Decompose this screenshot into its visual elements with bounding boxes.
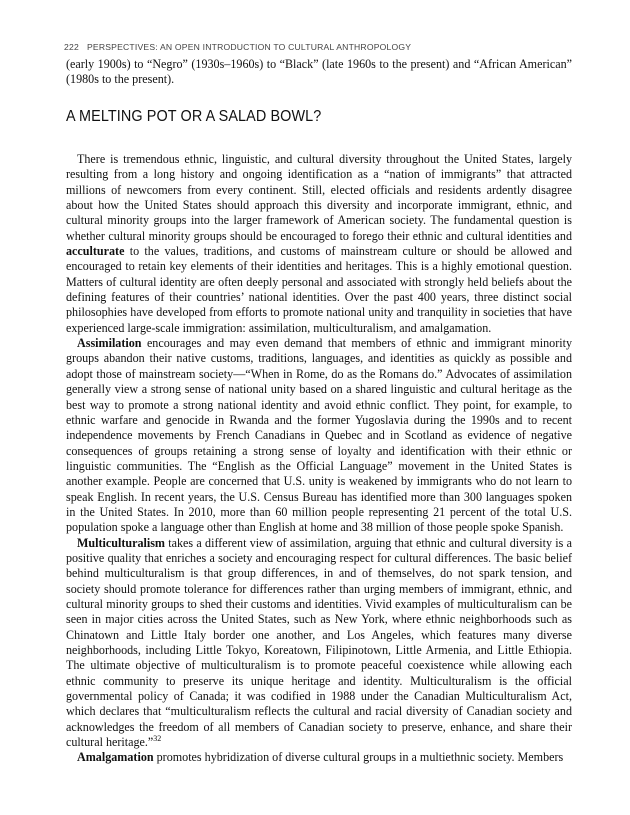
paragraph-multiculturalism: Multiculturalism takes a different view of assimilation, arguing that ethnic and cultural diversity is a positive quality that enriches a society and encouraging respect for cultural differences. The basic belief behind multiculturalism is that group differences, in and of themselves, do not spark tension, and society should promote tolerance for differences rather than urging members of immigrant, ethnic, and cultural minority groups to shed their customs and identities. Vivid examples of multiculturalism can be seen in major cities across the United States, such as New York, where ethnic neighborhoods such as Chinatown and Little Italy border one another, and Los Angeles, which features many diverse neighborhoods, including Little Tokyo, Koreatown, Filipinotown, Little Armenia, and Little Ethiopia. The ultimate objective of multiculturalism is to promote peaceful coexistence while allowing each ethnic community to preserve its unique heritage and identity. Multiculturalism is the official governmental policy of Canada; it was codified in 1988 under the Canadian Multiculturalism Act, which declares that “multiculturalism reflects the cultural and racial diversity of Canadian society and acknowledges the freedom of all members of Canadian society to preserve, enhance, and share their cultural heritage.”$^{32}$	[66, 535, 572, 750]
page-number: 222	[64, 42, 79, 52]
term-acculturate: acculturate	[66, 244, 125, 259]
footnote-ref[interactable]: 32	[153, 734, 162, 744]
section-body	[66, 152, 572, 766]
term-multiculturalism: Multiculturalism	[77, 535, 166, 550]
term-assimilation: Assimilation	[77, 336, 142, 351]
continuation-paragraph: (early 1900s) to “Negro” (1930s–1960s) to “Black” (late 1960s to the present) and “African American” (1980s to the present).	[66, 57, 572, 87]
paragraph-assimilation: Assimilation encourages and may even demand that members of ethnic and immigrant minority groups abandon their native customs, traditions, languages, and identities as quickly as possible and adopt those of mainstream society—“When in Rome, do as the Romans do.” Advocates of assimilation generally view a strong sense of national unity based on a shared linguistic and cultural heritage as the best way to promote a strong national identity and avoid ethnic conflict. They point, for example, to ethnic warfare and genocide in Rwanda and the former Yugoslavia during the 1990s and to recent independence movements by French Canadians in Quebec and in Scotland as evidence of negative consequences of groups retaining a strong sense of loyalty and identification with their ethnic or linguistic communities. The “English as the Official Language” movement in the United States is another example. People are concerned that U.S. unity is weakened by immigrants who do not learn to speak English. In recent years, the U.S. Census Bureau has identified more than 300 languages spoken in the United States. In 2010, more than 60 million people representing 21 percent of the total U.S. population spoke a language other than English at home and 38 million of those people spoke Spanish.	[66, 336, 572, 535]
term-amalgamation: Amalgamation	[77, 750, 154, 765]
section-heading: A MELTING POT OR A SALAD BOWL?	[66, 108, 322, 125]
book-title: PERSPECTIVES: AN OPEN INTRODUCTION TO CULTURAL ANTHROPOLOGY	[86, 42, 412, 52]
paragraph-amalgamation: Amalgamation promotes hybridization of diverse cultural groups in a multiethnic society. Members	[77, 750, 564, 765]
paragraph-intro: There is tremendous ethnic, linguistic, and cultural diversity throughout the United States, largely resulting from a long history and ongoing identification as a “nation of immigrants” that attracted millions of newcomers from every continent. Still, elected officials and residents ardently disagree about how the United States should approach this diversity and incorporate immigrant, ethnic, and cultural minority groups into the larger framework of American society. The fundamental question is whether cultural minority groups should be encouraged to forego their ethnic and cultural identities and acculturate to the values, traditions, and customs of mainstream culture or should be allowed and encouraged to retain key elements of their identities and heritages. This is a highly emotional question. Matters of cultural identity are often deeply personal and associated with strongly held beliefs about the defining features of their countries’ national identities. Over the past 400 years, three distinct social philosophies have developed from efforts to promote national unity and tranquility in societies that have experienced large-scale immigration: assimilation, multiculturalism, and amalgamation.	[66, 152, 572, 335]
running-head	[64, 42, 411, 52]
